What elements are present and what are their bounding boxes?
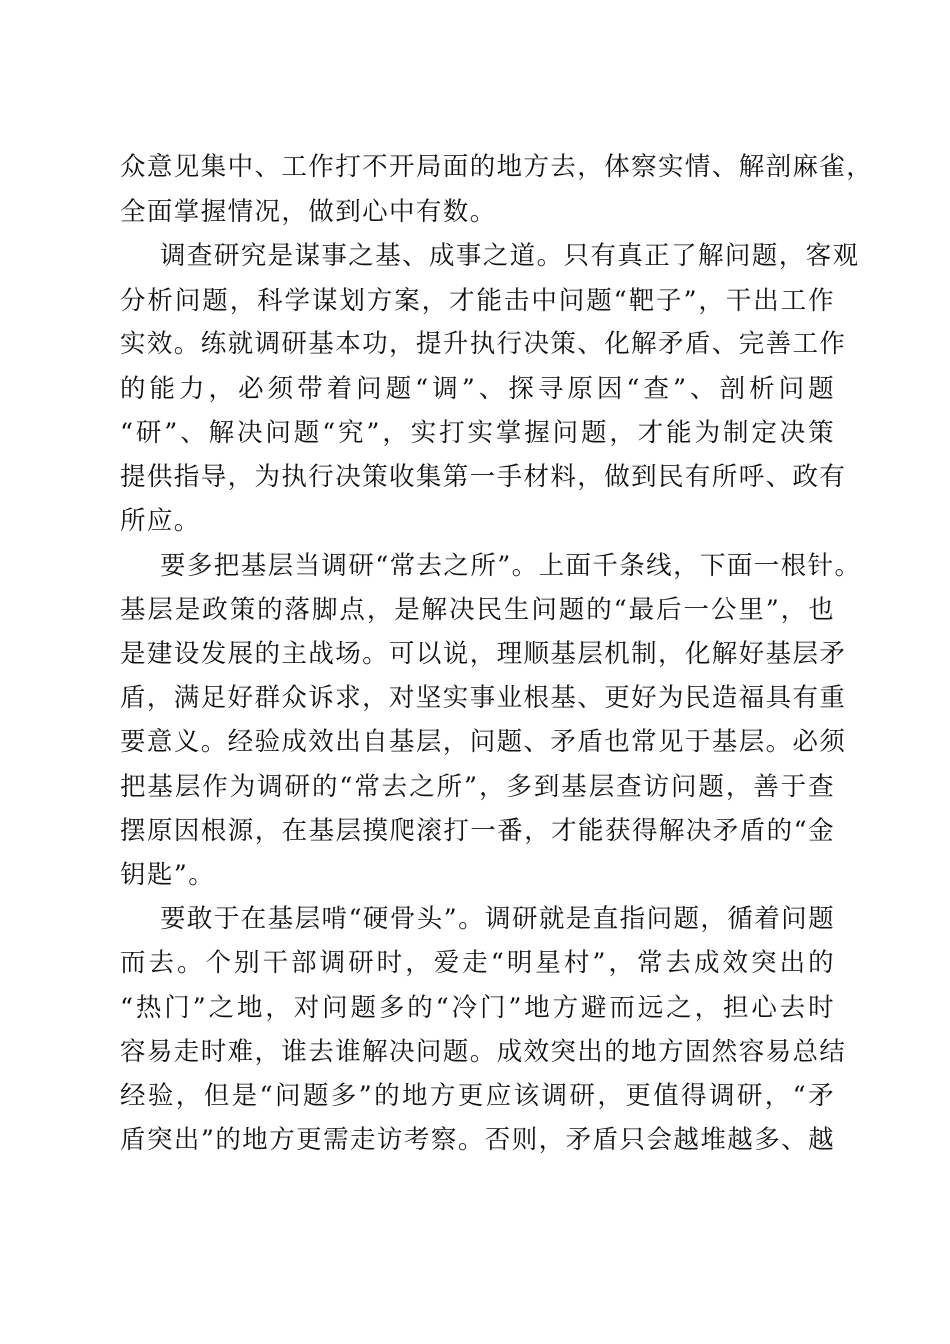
paragraph-first-line: 调查研究是谋事之基、成事之道。只有真正了解问题，客观 bbox=[160, 241, 860, 271]
text-line: 全面掌握情况，做到心中有数。 bbox=[120, 197, 497, 227]
text-line: 所应。 bbox=[120, 506, 201, 536]
paragraph-first-line: 要多把基层当调研“常去之所”。上面千条线，下面一根针。 bbox=[160, 551, 862, 581]
text-line: 经验，但是“问题多”的地方更应该调研，更值得调研，“矛 bbox=[120, 1081, 835, 1111]
text-line: 容易走时难，谁去谁解决问题。成效突出的地方固然容易总结 bbox=[120, 1037, 847, 1067]
paragraph-first-line: 要敢于在基层啃“硬骨头”。调研就是直指问题，循着问题 bbox=[160, 904, 835, 934]
text-line: 分析问题，科学谋划方案，才能击中问题“靶子”，干出工作 bbox=[120, 286, 835, 316]
text-line: 摆原因根源，在基层摸爬滚打一番，才能获得解决矛盾的“金 bbox=[120, 816, 835, 846]
text-line: “研”、解决问题“究”，实打实掌握问题，才能为制定决策 bbox=[120, 418, 835, 448]
text-line: 盾突出”的地方更需走访考察。否则，矛盾只会越堆越多、越 bbox=[120, 1125, 835, 1155]
text-line: 基层是政策的落脚点，是解决民生问题的“最后一公里”，也 bbox=[120, 595, 835, 625]
text-line: 把基层作为调研的“常去之所”，多到基层查访问题，善于查 bbox=[120, 772, 835, 802]
text-line: 众意见集中、工作打不开局面的地方去，体察实情、解剖麻雀， bbox=[120, 152, 874, 182]
text-line: 而去。个别干部调研时，爱走“明星村”，常去成效突出的 bbox=[120, 948, 835, 978]
text-line: 提供指导，为执行决策收集第一手材料，做到民有所呼、政有 bbox=[120, 462, 847, 492]
text-line: 是建设发展的主战场。可以说，理顺基层机制，化解好基层矛 bbox=[120, 639, 847, 669]
text-line: 盾，满足好群众诉求，对坚实事业根基、更好为民造福具有重 bbox=[120, 683, 847, 713]
text-line: 要意义。经验成效出自基层，问题、矛盾也常见于基层。必须 bbox=[120, 727, 847, 757]
text-line: 钥匙”。 bbox=[120, 860, 216, 890]
text-line: 的能力，必须带着问题“调”、探寻原因“查”、剖析问题 bbox=[120, 374, 835, 404]
text-line: 实效。练就调研基本功，提升执行决策、化解矛盾、完善工作 bbox=[120, 329, 847, 359]
text-line: “热门”之地，对问题多的“冷门”地方避而远之，担心去时 bbox=[120, 993, 835, 1023]
